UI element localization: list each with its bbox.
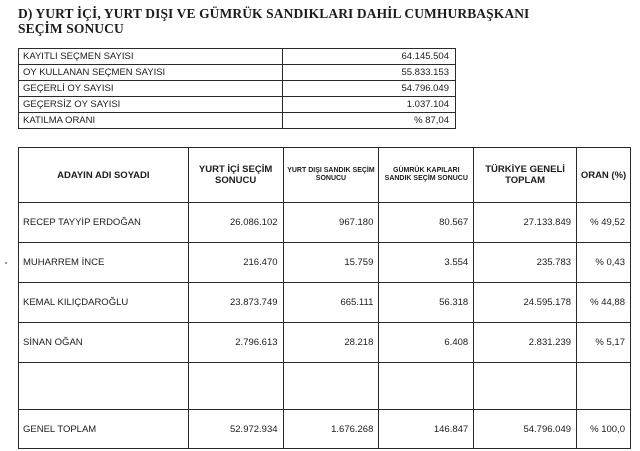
empty-cell — [379, 363, 474, 410]
title-line-2: SEÇİM SONUCU — [18, 21, 124, 36]
summary-label: GEÇERSİZ OY SAYISI — [19, 97, 283, 113]
empty-cell — [283, 363, 379, 410]
vote-ratio: % 100,0 — [577, 410, 631, 449]
domestic-votes: 26.086.102 — [188, 203, 283, 243]
header-total: TÜRKİYE GENELİ TOPLAM — [474, 148, 577, 203]
empty-cell — [19, 363, 189, 410]
vote-ratio: % 0,43 — [577, 243, 631, 283]
summary-row — [19, 113, 456, 129]
summary-value: 64.145.504 — [283, 49, 456, 65]
table-row — [19, 283, 631, 323]
header-ratio: ORAN (%) — [577, 148, 631, 203]
abroad-votes: 665.111 — [283, 283, 379, 323]
header-domestic: YURT İÇİ SEÇİM SONUCU — [188, 148, 283, 203]
summary-row — [19, 65, 456, 81]
customs-votes: 80.567 — [379, 203, 474, 243]
abroad-votes: 967.180 — [283, 203, 379, 243]
header-candidate-name: ADAYIN ADI SOYADI — [19, 148, 189, 203]
table-row — [19, 203, 631, 243]
candidate-name: MUHARREM İNCE — [19, 243, 189, 283]
results-header-row — [19, 148, 631, 203]
scan-speck — [5, 262, 7, 264]
total-votes: 2.831.239 — [474, 323, 577, 363]
header-customs: GÜMRÜK KAPILARI SANDIK SEÇİM SONUCU — [379, 148, 474, 203]
document-title — [18, 6, 618, 36]
empty-row — [19, 363, 631, 410]
empty-cell — [474, 363, 577, 410]
abroad-votes: 15.759 — [283, 243, 379, 283]
header-abroad: YURT DIŞI SANDIK SEÇİM SONUCU — [283, 148, 379, 203]
candidate-name: SİNAN OĞAN — [19, 323, 189, 363]
domestic-votes: 2.796.613 — [188, 323, 283, 363]
total-votes: 24.595.178 — [474, 283, 577, 323]
customs-votes: 3.554 — [379, 243, 474, 283]
title-line-1: D) YURT İÇİ, YURT DIŞI VE GÜMRÜK SANDIKLARI DAHİL CUMHURBAŞKANI — [18, 6, 530, 21]
abroad-votes: 28.218 — [283, 323, 379, 363]
customs-votes: 56.318 — [379, 283, 474, 323]
domestic-votes: 216.470 — [188, 243, 283, 283]
abroad-votes: 1.676.268 — [283, 410, 379, 449]
grand-total-row — [19, 410, 631, 449]
vote-ratio: % 49,52 — [577, 203, 631, 243]
summary-value: 54.796.049 — [283, 81, 456, 97]
total-votes: 54.796.049 — [474, 410, 577, 449]
domestic-votes: 23.873.749 — [188, 283, 283, 323]
customs-votes: 6.408 — [379, 323, 474, 363]
candidate-name: KEMAL KILIÇDAROĞLU — [19, 283, 189, 323]
summary-label: OY KULLANAN SEÇMEN SAYISI — [19, 65, 283, 81]
summary-row — [19, 97, 456, 113]
table-row — [19, 323, 631, 363]
table-row — [19, 243, 631, 283]
candidate-name: RECEP TAYYİP ERDOĞAN — [19, 203, 189, 243]
total-votes: 27.133.849 — [474, 203, 577, 243]
vote-ratio: % 5,17 — [577, 323, 631, 363]
summary-value: 1.037.104 — [283, 97, 456, 113]
total-votes: 235.783 — [474, 243, 577, 283]
empty-cell — [577, 363, 631, 410]
vote-ratio: % 44,88 — [577, 283, 631, 323]
results-table — [18, 147, 631, 449]
grand-total-label: GENEL TOPLAM — [19, 410, 189, 449]
summary-value: % 87,04 — [283, 113, 456, 129]
summary-label: KATILMA ORANI — [19, 113, 283, 129]
summary-value: 55.833.153 — [283, 65, 456, 81]
summary-table — [18, 48, 456, 129]
domestic-votes: 52.972.934 — [188, 410, 283, 449]
customs-votes: 146.847 — [379, 410, 474, 449]
summary-row — [19, 81, 456, 97]
summary-label: GEÇERLİ OY SAYISI — [19, 81, 283, 97]
empty-cell — [188, 363, 283, 410]
summary-label: KAYITLI SEÇMEN SAYISI — [19, 49, 283, 65]
summary-row — [19, 49, 456, 65]
